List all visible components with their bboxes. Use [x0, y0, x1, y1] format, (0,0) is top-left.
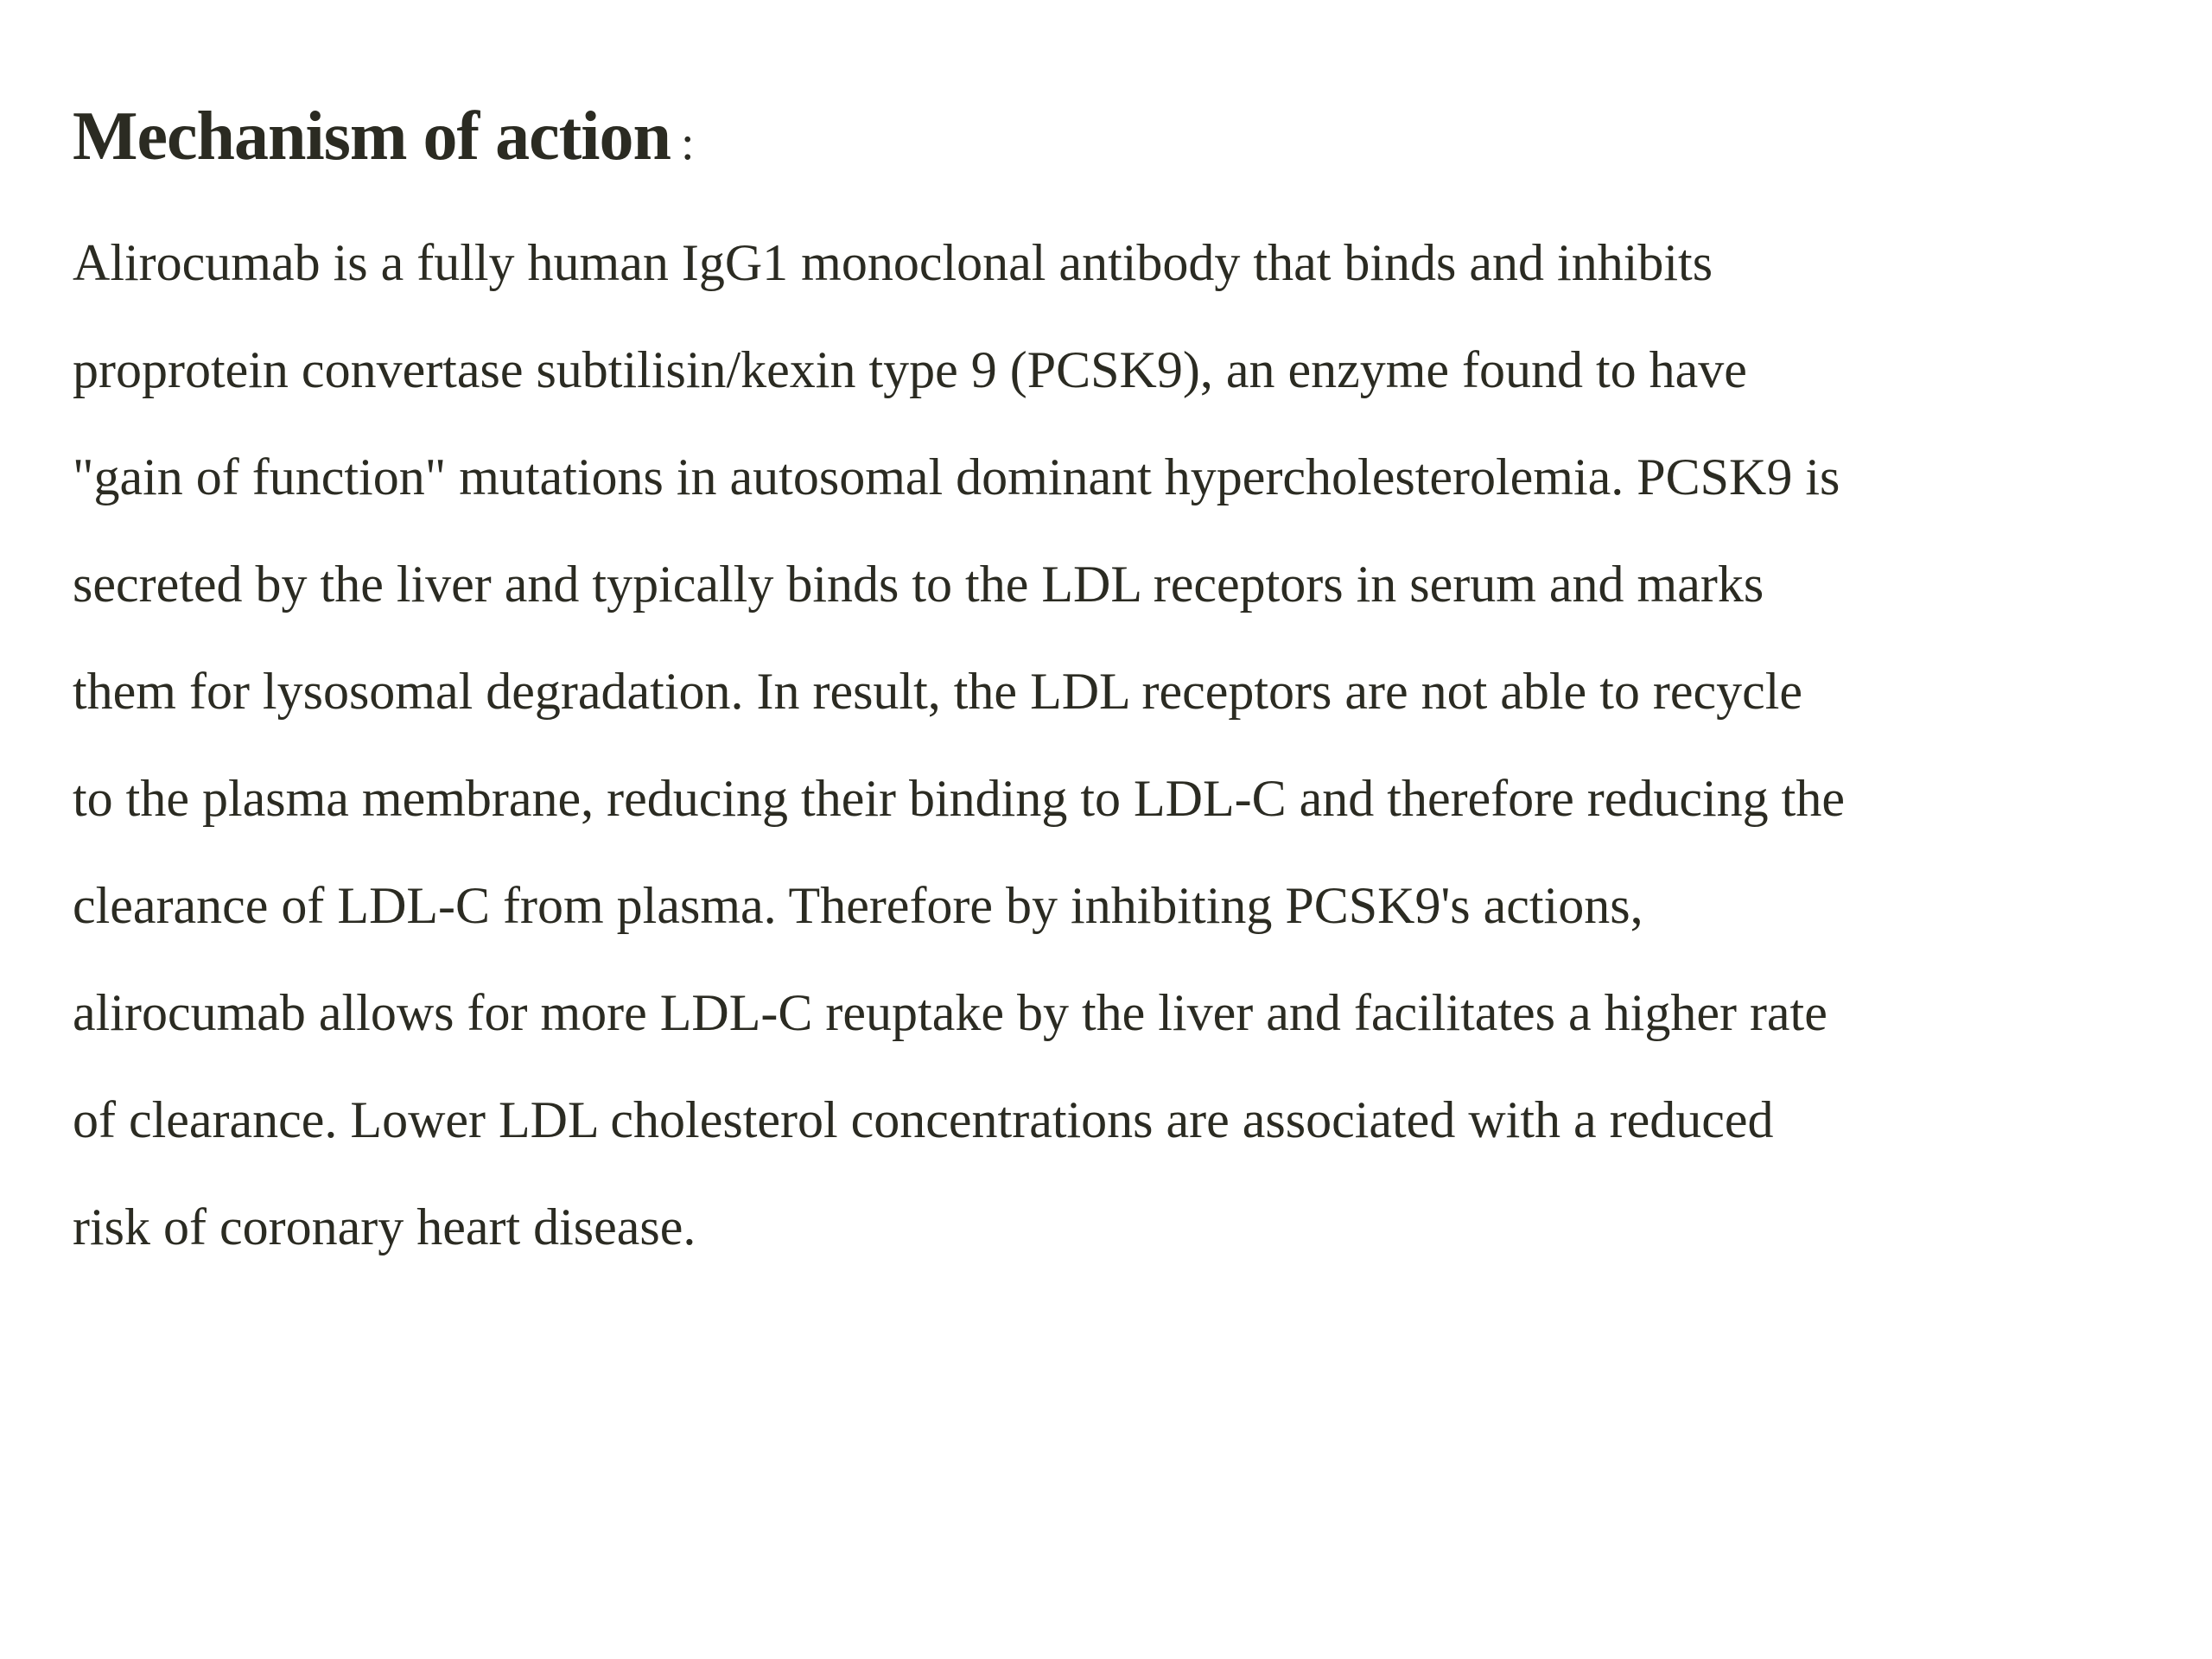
paragraph-line: alirocumab allows for more LDL-C reuptake by the liver and facilitates a higher rate	[73, 984, 1827, 1041]
mechanism-paragraph	[73, 209, 2094, 1281]
paragraph-line: secreted by the liver and typically binds to the LDL receptors in serum and marks	[73, 556, 1764, 613]
section-title-colon: :	[681, 117, 695, 170]
paragraph-line: to the plasma membrane, reducing their binding to LDL-C and therefore reducing the	[73, 770, 1845, 827]
section-title: Mechanism of action	[73, 99, 671, 175]
paragraph-line: of clearance. Lower LDL cholesterol concentrations are associated with a reduced	[73, 1091, 1774, 1148]
document-page	[73, 99, 2094, 1281]
paragraph-line: them for lysosomal degradation. In result, the LDL receptors are not able to recycle	[73, 663, 1803, 720]
paragraph-line: Alirocumab is a fully human IgG1 monoclonal antibody that binds and inhibits	[73, 234, 1713, 291]
paragraph-line: risk of coronary heart disease.	[73, 1198, 696, 1255]
paragraph-line: "gain of function" mutations in autosomal dominant hypercholesterolemia. PCSK9 is	[73, 448, 1840, 505]
section-heading	[73, 99, 2094, 175]
paragraph-line: clearance of LDL-C from plasma. Therefore by inhibiting PCSK9's actions,	[73, 877, 1643, 934]
paragraph-line: proprotein convertase subtilisin/kexin type 9 (PCSK9), an enzyme found to have	[73, 341, 1747, 398]
